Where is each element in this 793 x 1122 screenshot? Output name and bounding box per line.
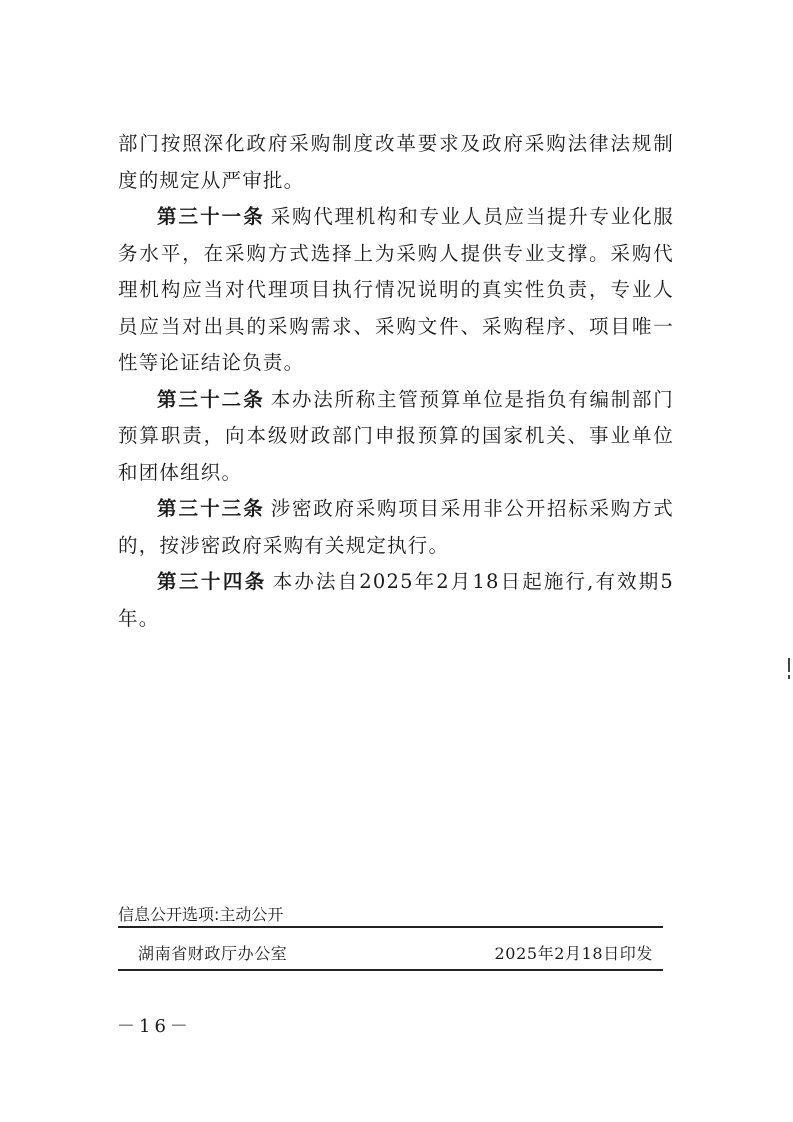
article-number: 第三十四条 [157, 570, 267, 593]
article-31 [118, 199, 674, 382]
issue-date: 2025年2月18日印发 [494, 944, 653, 963]
page-number: －16－ [117, 1016, 192, 1037]
paragraph-continuation [118, 126, 674, 199]
paragraph-text: 部门按照深化政府采购制度改革要求及政府采购法律法规制度的规定从严审批。 [118, 132, 674, 192]
article-32 [118, 382, 674, 492]
article-33 [118, 491, 674, 564]
article-text: 本办法所称主管预算单位是指负有编制部门预算职责，向本级财政部门申报预算的国家机关、事业单位和团体组织。 [118, 387, 674, 484]
scan-mark [788, 675, 790, 679]
footer-rule-bottom [118, 969, 663, 971]
article-number: 第三十三条 [157, 497, 265, 520]
article-number: 第三十一条 [157, 205, 265, 228]
article-number: 第三十二条 [157, 387, 265, 411]
body-text [118, 126, 674, 637]
article-text: 采购代理机构和专业人员应当提升专业化服务水平，在采购方式选择上为采购人提供专业支撑。采购代理机构应当对代理项目执行情况说明的真实性负责，专业人员应当对出具的采购需求、采购文件、采购程序、项目唯一性等论证结论负责。 [118, 205, 674, 374]
article-text: 本办法自2025年2月18日起施行,有效期5年。 [118, 570, 674, 630]
issuing-office: 湖南省财政厅办公室 [138, 944, 288, 963]
footer-rule-top [118, 926, 663, 928]
article-34 [118, 564, 674, 637]
scan-mark [788, 658, 790, 672]
article-text: 涉密政府采购项目采用非公开招标采购方式的，按涉密政府采购有关规定执行。 [118, 497, 674, 557]
disclosure-option: 信息公开选项:主动公开 [118, 905, 284, 924]
